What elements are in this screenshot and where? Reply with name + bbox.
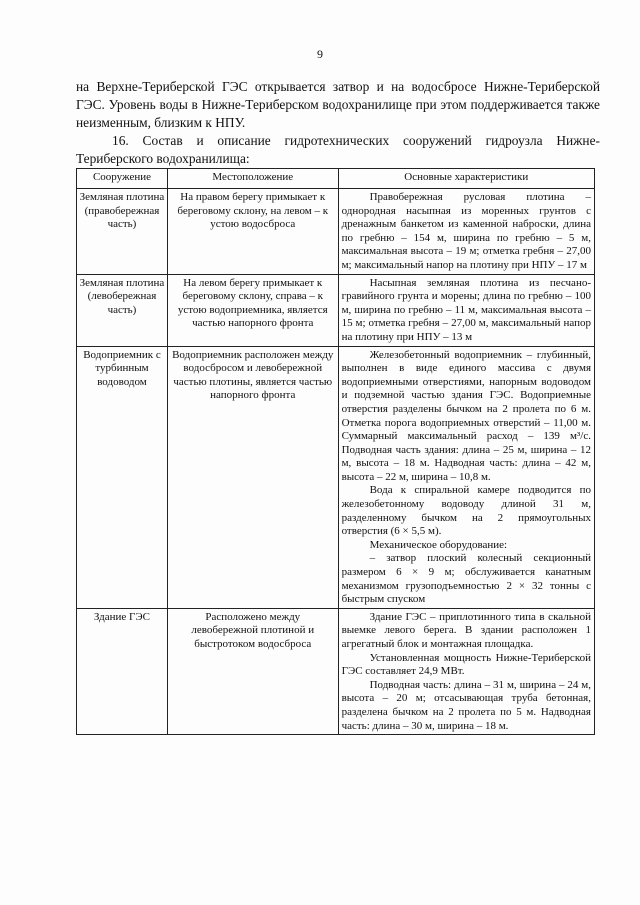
characteristics-paragraph: Железобетонный водоприемник – глубинный, выполнен в виде единого массива с двумя водоприемными отверстиями, напорным водоводом и подземной частью здания ГЭС. Водоприемные отверстия разделены бычком на 2 пролета по 6 м. Отметка порога водоприемных отверстий – 11,00 м. Суммарный максимальный расход – 139 м³/с. Подводная часть здания: длина – 25 м, ширина – 12 м, высота – 18 м. Надводная часть: длина – 42 м, высота – 22 м, ширина – 10,8 м.	[341, 348, 591, 483]
characteristics-paragraph: – затвор плоский колесный секционный размером 6 × 9 м; обслуживается канатным механизмом грузоподъемностью 2 × 32 тонны с быстрым спуском	[341, 552, 591, 606]
characteristics-paragraph: Установленная мощность Нижне-Териберской ГЭС составляет 24,9 МВт.	[341, 651, 591, 678]
characteristics-paragraph: Вода к спиральной камере подводится по железобетонному водоводу длиной 31 м, разделенному бычком на 2 прямоугольных отверстия (6 × 5,5 м).	[341, 484, 591, 538]
table-row	[77, 346, 595, 608]
table-header-row	[77, 169, 595, 189]
structure-name: Водоприемник с турбинным водоводом	[77, 346, 168, 608]
characteristics-paragraph: Здание ГЭС – приплотинного типа в скальной выемке левого берега. В здании расположен 1 агрегатный блок и монтажная площадка.	[341, 610, 591, 650]
characteristics-paragraph: Насыпная земляная плотина из песчано-гравийного грунта и морены; длина по гребню – 100 м, ширина по гребню – 11 м, максимальная высота – 15 м; отметка гребня – 27,00 м, максимальный напор на плотину при НПУ – 13 м	[341, 276, 591, 343]
table-row	[77, 274, 595, 346]
intro-paragraph-1: на Верхне-Териберской ГЭС открывается затвор и на водосбросе Нижне-Териберской ГЭС. Уровень воды в Нижне-Териберском водохранилище при этом поддерживается также неизменным, близким к НПУ.	[76, 79, 600, 130]
header-structure: Сооружение	[77, 169, 168, 189]
structure-location: Расположено между левобережной плотиной и быстротоком водосброса	[167, 608, 338, 734]
header-location: Местоположение	[167, 169, 338, 189]
intro-text	[76, 78, 600, 168]
characteristics-paragraph: Подводная часть: длина – 31 м, ширина – 24 м, высота – 20 м; отсасывающая труба бетонная, разделена бычком на 2 пролета по 5 м. Надводная часть: длина – 30 м, ширина – 18 м.	[341, 678, 591, 732]
structure-characteristics	[338, 608, 594, 734]
structure-characteristics	[338, 189, 594, 275]
structure-location: На левом берегу примыкает к береговому склону, справа – к устою водоприемника, является частью напорного фронта	[167, 274, 338, 346]
structure-name: Здание ГЭС	[77, 608, 168, 734]
structure-location: Водоприемник расположен между водосбросом и левобережной частью плотины, является частью напорного фронта	[167, 346, 338, 608]
characteristics-paragraph: Механическое оборудование:	[369, 538, 508, 551]
structures-table	[76, 168, 595, 735]
structure-location: На правом берегу примыкает к береговому склону, на левом – к устою водосброса	[167, 189, 338, 275]
intro-paragraph-2: 16. Состав и описание гидротехнических сооружений гидроузла Нижне-Териберского водохранилища:	[76, 133, 600, 166]
page-number: 9	[317, 47, 323, 61]
characteristics-paragraph: Правобережная русловая плотина – однородная насыпная из моренных грунтов с дренажным банкетом из каменной наброски, длина по гребню – 154 м, ширина по гребню – 5 м, максимальная высота – 19 м; отметка гребня – 27,00 м; максимальный напор на плотину при НПУ – 17 м	[341, 191, 591, 271]
structure-name: Земляная плотина (правобережная часть)	[77, 189, 168, 275]
structure-characteristics	[338, 346, 594, 608]
header-characteristics: Основные характеристики	[338, 169, 594, 189]
structure-characteristics	[338, 274, 594, 346]
table-row	[77, 189, 595, 275]
table-row	[77, 608, 595, 734]
structure-name: Земляная плотина (левобережная часть)	[77, 274, 168, 346]
